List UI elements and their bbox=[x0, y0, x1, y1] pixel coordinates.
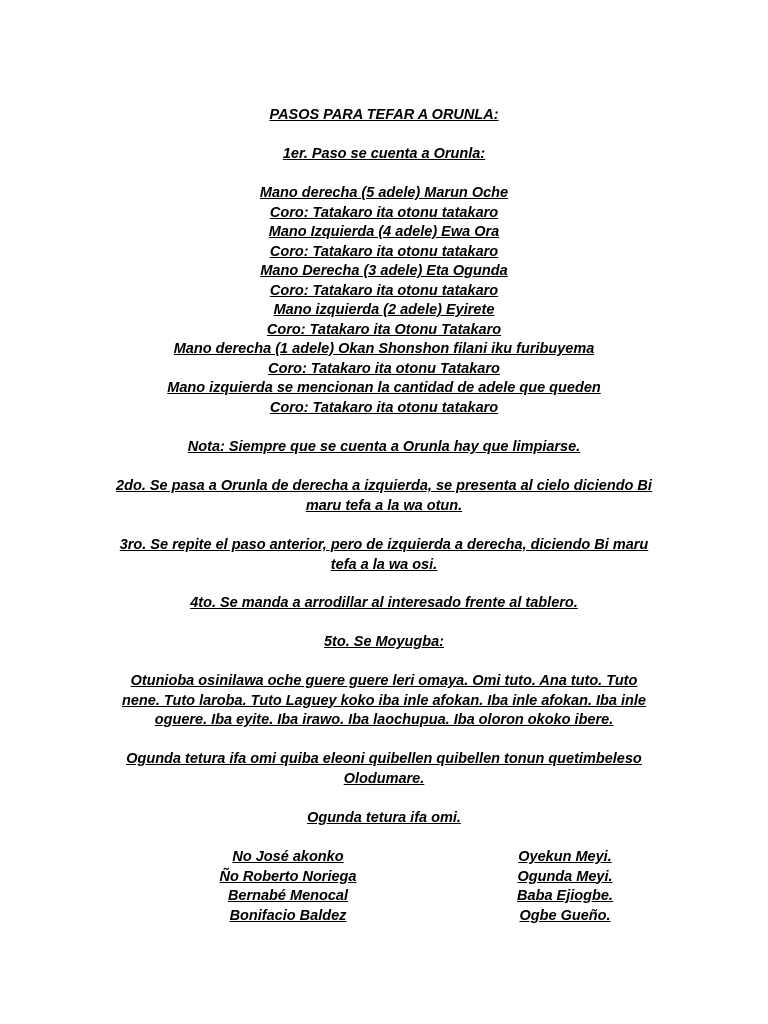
moyugba-line: oguere. Iba eyite. Iba irawo. Iba laochupua. Iba oloron okoko ibere. bbox=[154, 712, 614, 728]
chant-line: Mano izquierda (2 adele) Eyirete bbox=[273, 302, 495, 318]
odu-entry: Baba Ejiogbe. bbox=[517, 888, 613, 904]
chant-line: Coro: Tatakaro ita otonu tatakaro bbox=[269, 204, 499, 221]
ogunda-short: Ogunda tetura ifa omi. bbox=[307, 810, 461, 826]
moyugba-line: nene. Tuto laroba. Tuto Laguey koko iba inle afokan. Iba inle afokan. Iba inle bbox=[122, 692, 646, 709]
step5-heading: 5to. Se Moyugba: bbox=[323, 634, 445, 650]
name-entry: No José akonko bbox=[232, 849, 344, 865]
step3-line: 3ro. Se repite el paso anterior, pero de izquierda a derecha, diciendo Bi maru bbox=[119, 537, 649, 553]
chant-line: Coro: Tatakaro ita otonu tatakaro bbox=[269, 243, 499, 260]
chant-line: Mano derecha (5 adele) Marun Oche bbox=[259, 185, 509, 201]
name-entry: Ño Roberto Noriega bbox=[219, 868, 357, 885]
odu-entry: Ogbe Gueño. bbox=[519, 907, 611, 924]
chant-line: Mano izquierda se mencionan la cantidad de adele que queden bbox=[167, 380, 601, 396]
moyugba-line: Otunioba osinilawa oche guere guere leri omaya. Omi tuto. Ana tuto. Tuto bbox=[130, 673, 638, 689]
step2-line: maru tefa a la wa otun. bbox=[305, 497, 463, 514]
moyugba-paragraph bbox=[100, 672, 668, 731]
chant-line: Coro: Tatakaro ita otonu tatakaro bbox=[269, 282, 499, 299]
ogunda-paragraph bbox=[100, 750, 668, 789]
name-entry: Bonifacio Baldez bbox=[229, 907, 347, 924]
chant-line: Mano Izquierda (4 adele) Ewa Ora bbox=[268, 224, 500, 240]
names-right-column bbox=[500, 848, 630, 926]
odu-entry: Oyekun Meyi. bbox=[518, 849, 612, 865]
step4-paragraph: 4to. Se manda a arrodillar al interesado frente al tablero. bbox=[190, 595, 578, 611]
name-entry: Bernabé Menocal bbox=[227, 888, 349, 904]
document-title: PASOS PARA TEFAR A ORUNLA: bbox=[269, 107, 499, 123]
note-paragraph: Nota: Siempre que se cuenta a Orunla hay que limpiarse. bbox=[187, 439, 581, 455]
chant-block bbox=[100, 184, 668, 418]
ogunda-line: Olodumare. bbox=[343, 770, 425, 787]
odu-entry: Ogunda Meyi. bbox=[517, 868, 613, 885]
chant-line: Mano derecha (1 adele) Okan Shonshon filani iku furibuyema bbox=[173, 341, 595, 357]
names-left-column bbox=[208, 848, 368, 926]
step2-line: 2do. Se pasa a Orunla de derecha a izquierda, se presenta al cielo diciendo Bi bbox=[116, 478, 652, 494]
step2-paragraph bbox=[100, 477, 668, 516]
chant-line: Coro: Tatakaro ita otonu Tatakaro bbox=[268, 360, 500, 377]
step3-paragraph bbox=[100, 536, 668, 575]
ogunda-line: Ogunda tetura ifa omi quiba eleoni quibellen quibellen tonun quetimbeleso bbox=[126, 751, 642, 767]
step3-line: tefa a la wa osi. bbox=[330, 556, 438, 573]
chant-line: Mano Derecha (3 adele) Eta Ogunda bbox=[260, 263, 508, 279]
chant-line: Coro: Tatakaro ita otonu tatakaro bbox=[269, 399, 499, 416]
chant-line: Coro: Tatakaro ita Otonu Tatakaro bbox=[266, 321, 502, 338]
step1-heading: 1er. Paso se cuenta a Orunla: bbox=[282, 146, 486, 162]
